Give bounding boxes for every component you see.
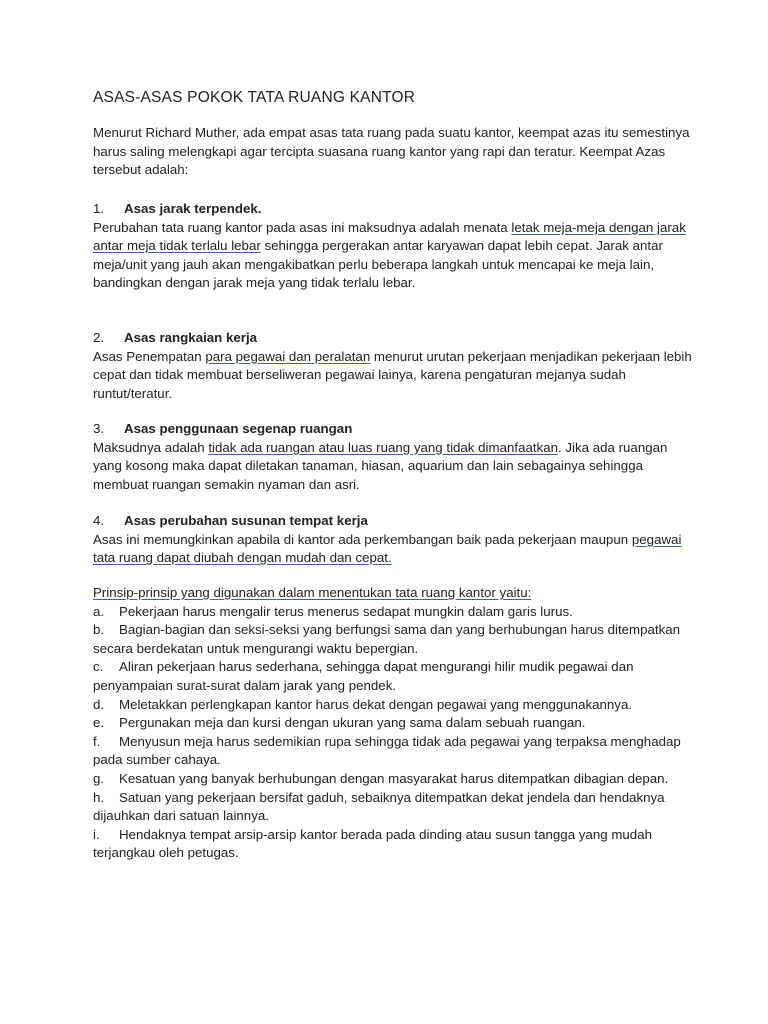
section-2-body: Asas Penempatan para pegawai dan peralatan menurut urutan pekerjaan menjadikan pekerjaan lebih cepat dan tidak membuat berseliweran pegawai lainya, karena pengaturan mejanya sudah runtut/teratur.	[93, 348, 692, 401]
section-3-number: 3.	[93, 421, 105, 436]
principles-list	[93, 584, 693, 863]
section-1-title: Asas jarak terpendek.	[124, 201, 262, 216]
list-item: h. Satuan yang pekerjaan bersifat gaduh, sebaiknya ditempatkan dekat jendela dan hendaknya dijauhkan dari satuan lainnya.	[93, 789, 665, 824]
list-item: a. Pekerjaan harus mengalir terus menerus sedapat mungkin dalam garis lurus.	[93, 603, 573, 619]
list-item: g. Kesatuan yang banyak berhubungan dengan masyarakat harus ditempatkan dibagian depan.	[93, 770, 669, 786]
section-4-number: 4.	[93, 513, 105, 528]
section-4-heading	[93, 512, 693, 531]
intro-paragraph	[93, 124, 693, 180]
section-1-underlined: letak meja-meja dengan jarak antar meja tidak terlalu lebar	[93, 219, 686, 254]
list-item: i. Hendaknya tempat arsip-arsip kantor berada pada dinding atau susun tangga yang mudah terjangkau oleh petugas.	[93, 826, 652, 861]
section-2-heading	[93, 329, 693, 348]
principles-heading: Prinsip-prinsip yang digunakan dalam menentukan tata ruang kantor yaitu:	[93, 585, 532, 600]
intro-text: Menurut Richard Muther, ada empat asas tata ruang pada suatu kantor, keempat azas itu semestinya harus saling melengkapi agar tercipta suasana ruang kantor yang rapi dan teratur. Keempat Azas tersebut adalah:	[93, 125, 690, 178]
section-3-title: Asas penggunaan segenap ruangan	[124, 421, 353, 436]
section-4-body: Asas ini memungkinkan apabila di kantor ada perkembangan baik pada pekerjaan maupun pegawai tata ruang dapat diubah dengan mudah dan cepat.	[93, 531, 682, 566]
section-3-body: Maksudnya adalah tidak ada ruangan atau luas ruang yang tidak dimanfaatkan. Jika ada ruangan yang kosong maka dapat diletakan tanaman, hiasan, aquarium dan lain sebagainya sehingga membuat ruangan semakin nyaman dan asri.	[93, 439, 668, 492]
section-4-title: Asas perubahan susunan tempat kerja	[124, 513, 368, 528]
list-item: e. Pergunakan meja dan kursi dengan ukuran yang sama dalam sebuah ruangan.	[93, 715, 586, 731]
section-1-heading	[93, 200, 693, 219]
section-2-title: Asas rangkaian kerja	[124, 330, 258, 345]
section-1	[93, 200, 693, 293]
section-2-number: 2.	[93, 330, 105, 345]
section-3	[93, 420, 693, 494]
section-1-body: Perubahan tata ruang kantor pada asas ini maksudnya adalah menata letak meja-meja dengan jarak antar meja tidak terlalu lebar sehingga pergerakan antar karyawan dapat lebih cepat. Jarak antar meja/unit yang jauh akan mengakibatkan perlu beberapa langkah untuk mencapai ke meja lain, bandingkan dengan jarak meja yang tidak terlalu lebar.	[93, 219, 686, 291]
list-item: f. Menyusun meja harus sedemikian rupa sehingga tidak ada pegawai yang terpaksa menghadap pada sumber cahaya.	[93, 733, 681, 768]
section-3-heading	[93, 420, 693, 439]
section-2	[93, 329, 693, 403]
section-1-number: 1.	[93, 201, 105, 216]
list-item: b. Bagian-bagian dan seksi-seksi yang berfungsi sama dan yang berhubungan harus ditempatkan secara berdekatan untuk mengurangi waktu bepergian.	[93, 622, 681, 656]
document-title: ASAS-ASAS POKOK TATA RUANG KANTOR	[93, 89, 416, 106]
section-2-underlined: para pegawai dan peralatan	[205, 348, 371, 364]
list-item: d. Meletakkan perlengkapan kantor harus dekat dengan pegawai yang menggunakannya.	[93, 696, 633, 712]
section-4-underlined: pegawai tata ruang dapat diubah dengan mudah dan cepat.	[93, 531, 682, 566]
section-4	[93, 512, 693, 568]
section-3-underlined: tidak ada ruangan atau luas ruang yang tidak dimanfaatkan	[208, 439, 558, 455]
list-item: c. Aliran pekerjaan harus sederhana, sehingga dapat mengurangi hilir mudik pegawai dan penyampaian surat-surat dalam jarak yang pendek.	[93, 659, 634, 693]
